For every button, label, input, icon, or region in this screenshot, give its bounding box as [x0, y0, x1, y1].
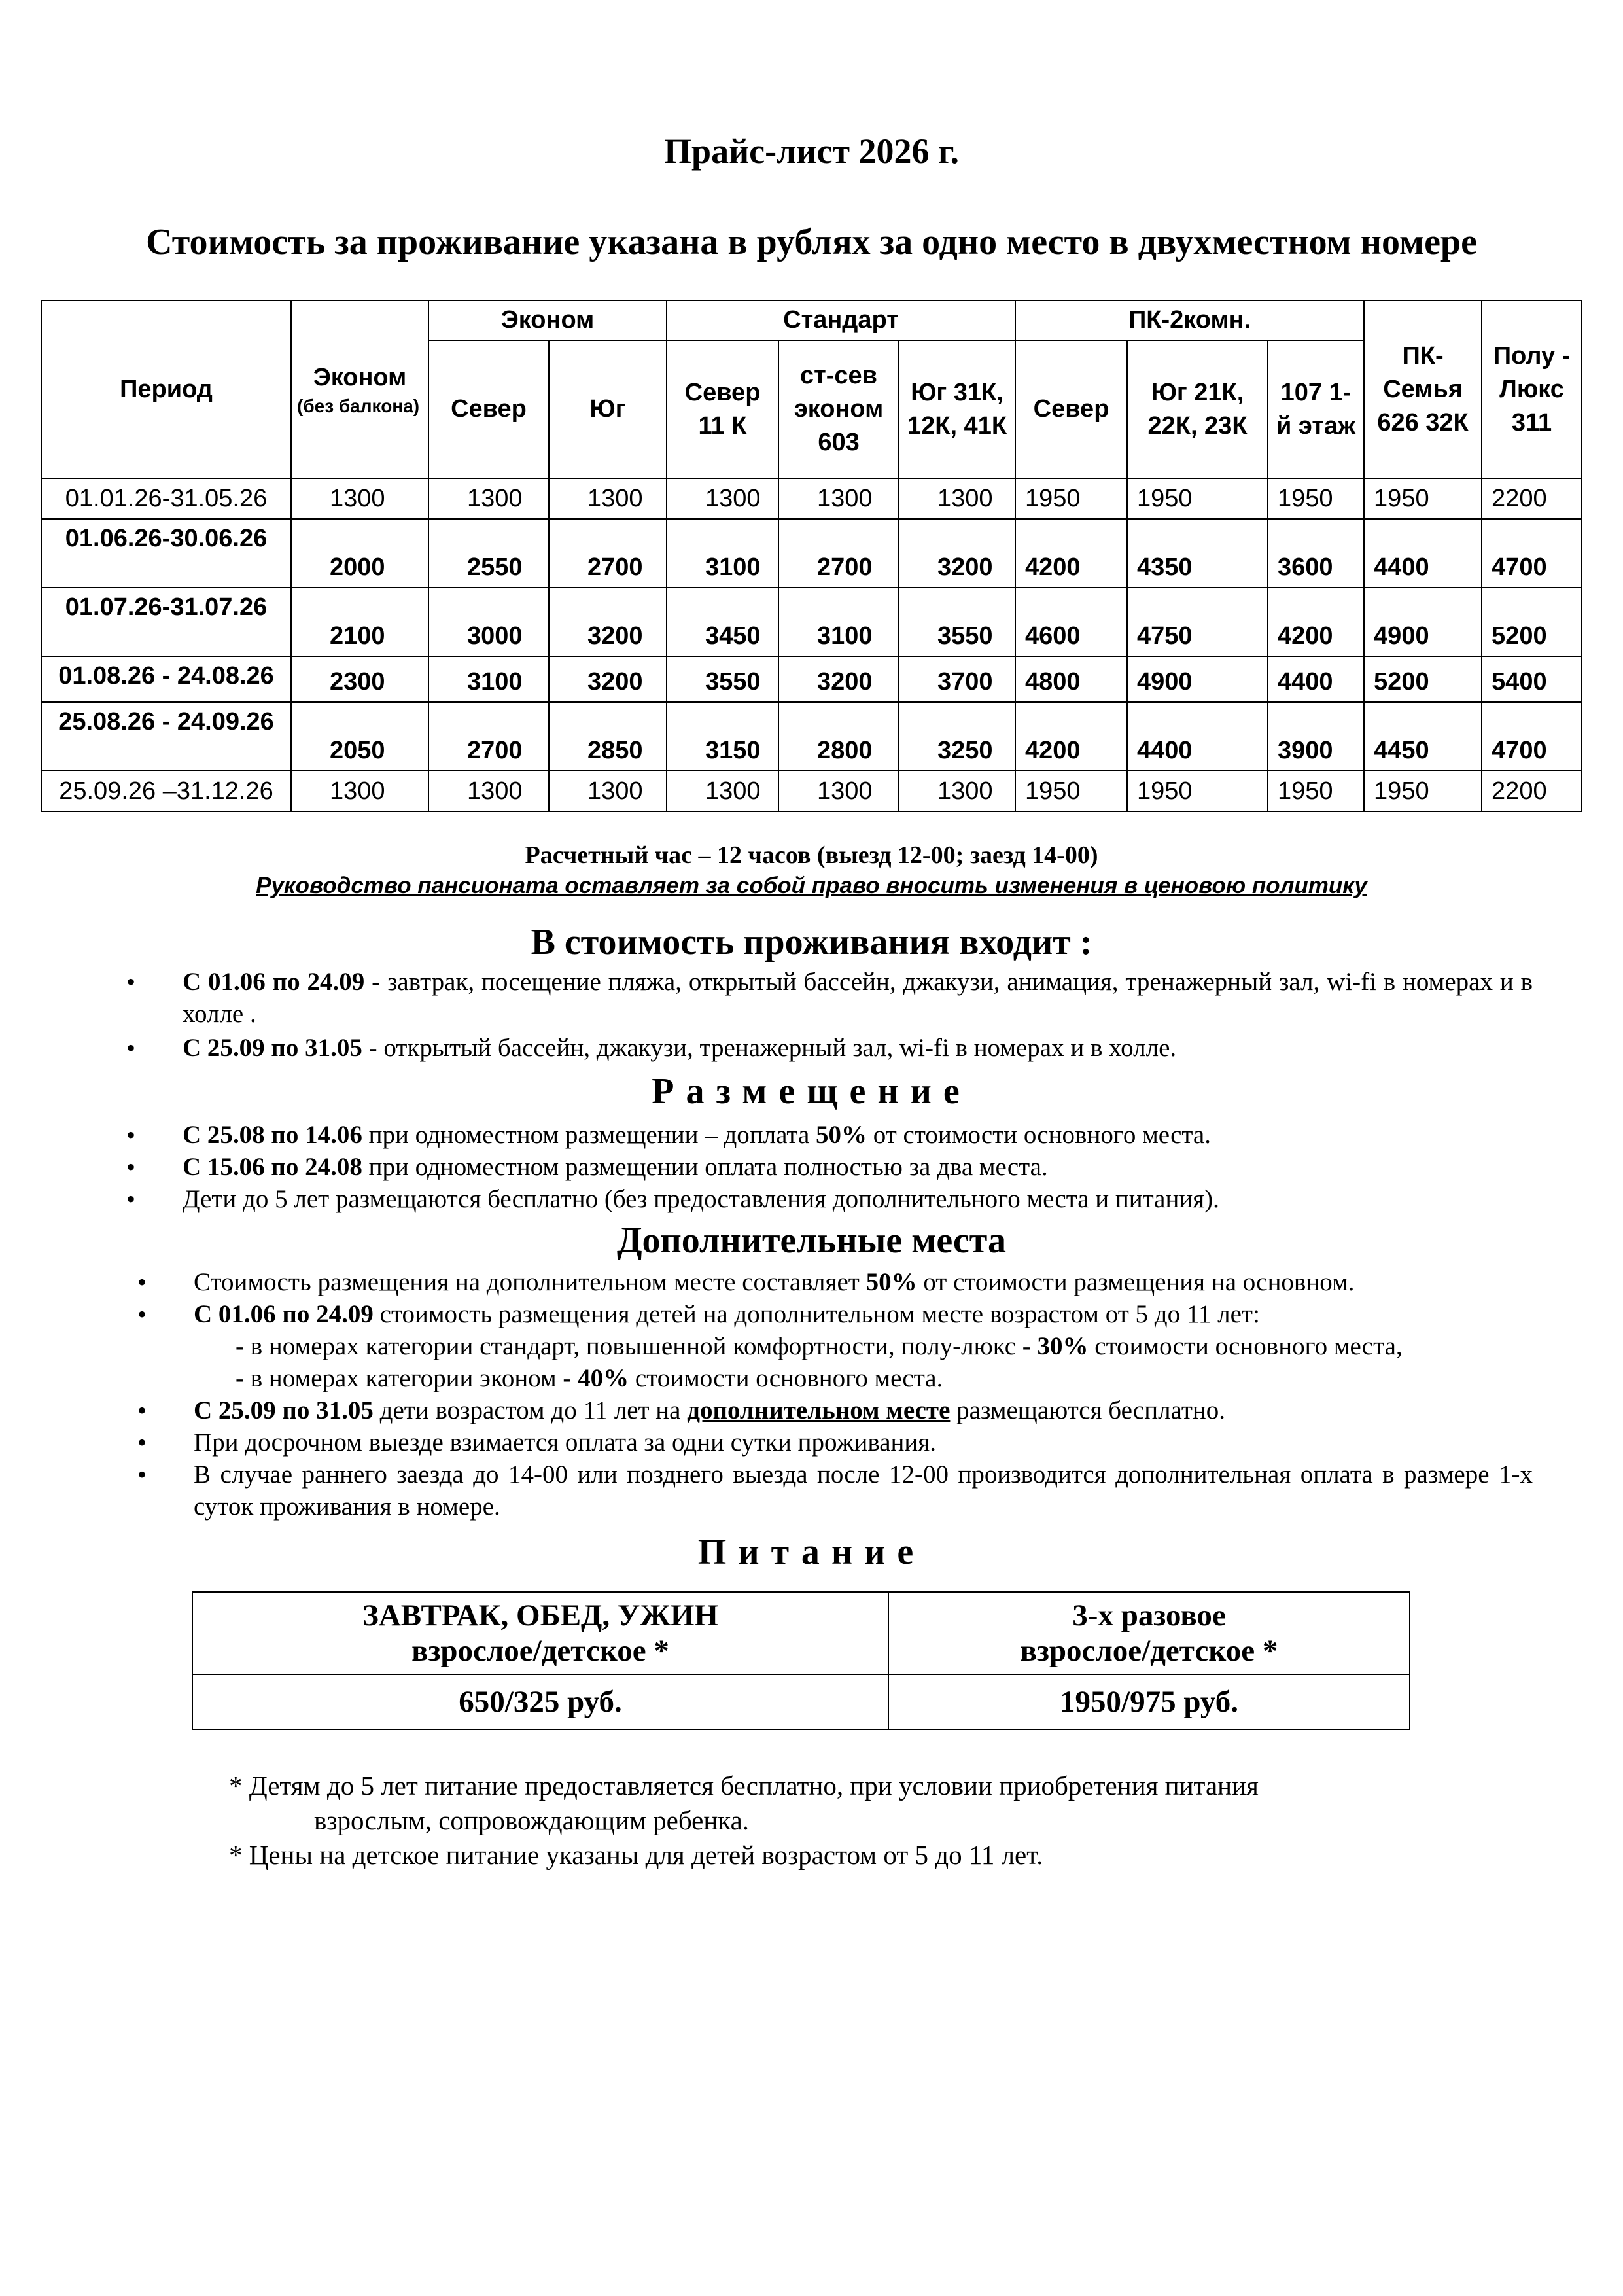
footnote-children-under-5: * Детям до 5 лет питание предоставляется бесплатно, при условии приобретения питания [229, 1771, 1259, 1801]
header-econom-nobalcony-label: Эконом [313, 363, 407, 391]
price-cell: 1300 [428, 478, 549, 519]
price-cell: 3250 [899, 702, 1015, 771]
header-econom-nobalcony [291, 300, 428, 478]
price-cell: 2550 [428, 519, 549, 588]
price-cell: 1300 [667, 478, 778, 519]
period-cell: 01.07.26-31.07.26 [41, 588, 291, 656]
header-group-econom: Эконом [428, 300, 667, 340]
table-row [41, 702, 1582, 771]
list-item: • С 01.06 по 24.09 - завтрак, посещение пляжа, открытый бассейн, джакузи, анимация, тренажерный зал, wi-fi в номерах и в холле . [126, 966, 1533, 1030]
list-item: • Дети до 5 лет размещаются бесплатно (без предоставления дополнительного места и питания). [126, 1183, 1533, 1215]
price-cell: 4200 [1268, 588, 1364, 656]
table-row [41, 656, 1582, 702]
extra-heading: Дополнительные места [617, 1220, 1006, 1261]
price-cell: 3600 [1268, 519, 1364, 588]
list-item: • С 01.06 по 24.09 стоимость размещения детей на дополнительном месте возрастом от 5 до 11 лет: [137, 1298, 1533, 1330]
meals-col2-value: 1950/975 руб. [888, 1674, 1410, 1729]
price-cell: 1950 [1127, 478, 1268, 519]
header-pk2-north: Север [1015, 340, 1127, 478]
list-subitem: - в номерах категории стандарт, повышенной комфортности, полу-люкс - 30% стоимости основного места, [236, 1332, 1403, 1360]
price-cell: 4450 [1364, 702, 1482, 771]
header-group-standard: Стандарт [667, 300, 1015, 340]
period-cell: 25.08.26 - 24.09.26 [41, 702, 291, 771]
price-cell: 3450 [667, 588, 778, 656]
price-cell: 1300 [667, 771, 778, 811]
list-item: • В случае раннего заезда до 14-00 или позднего выезда после 12-00 производится дополнительная оплата в размере 1-х суток проживания в номере. [137, 1458, 1533, 1523]
table-row [41, 771, 1582, 811]
price-cell: 2100 [291, 588, 428, 656]
price-cell: 2800 [778, 702, 899, 771]
price-cell: 3550 [667, 656, 778, 702]
price-cell: 4200 [1015, 519, 1127, 588]
price-cell: 3100 [428, 656, 549, 702]
list-subitem: - в номерах категории эконом - 40% стоимости основного места. [236, 1364, 943, 1392]
price-cell: 1950 [1015, 478, 1127, 519]
period-cell: 25.09.26 –31.12.26 [41, 771, 291, 811]
placement-heading: Размещение [652, 1071, 971, 1112]
price-cell: 2000 [291, 519, 428, 588]
price-cell: 4800 [1015, 656, 1127, 702]
footnote-child-meal-prices: * Цены на детское питание указаны для детей возрастом от 5 до 11 лет. [229, 1840, 1043, 1870]
price-cell: 1950 [1364, 771, 1482, 811]
price-cell: 1950 [1268, 771, 1364, 811]
price-cell: 2700 [778, 519, 899, 588]
price-cell: 1300 [549, 771, 667, 811]
price-cell: 3700 [899, 656, 1015, 702]
page-subtitle: Стоимость за проживание указана в рублях за одно место в двухместном номере [146, 222, 1477, 262]
price-cell: 5200 [1482, 588, 1582, 656]
header-pk2-107: 107 1-й этаж [1268, 340, 1364, 478]
header-pk-family: ПК-Семья 626 32К [1364, 300, 1482, 478]
list-item: • При досрочном выезде взимается оплата за одни сутки проживания. [137, 1426, 1533, 1458]
list-item: • Стоимость размещения на дополнительном месте составляет 50% от стоимости размещения на основном. [137, 1266, 1533, 1298]
table-row [41, 588, 1582, 656]
page-title: Прайс-лист 2026 г. [664, 132, 959, 171]
price-cell: 2300 [291, 656, 428, 702]
price-cell: 1950 [1364, 478, 1482, 519]
price-cell: 1950 [1015, 771, 1127, 811]
header-std-north: Север 11 К [667, 340, 778, 478]
header-period: Период [41, 300, 291, 478]
meals-col1-header: ЗАВТРАК, ОБЕД, УЖИН взрослое/детское * [192, 1592, 888, 1674]
price-cell: 1300 [778, 771, 899, 811]
price-cell: 2850 [549, 702, 667, 771]
price-cell: 5200 [1364, 656, 1482, 702]
table-row [41, 519, 1582, 588]
included-list [126, 966, 1533, 1064]
price-cell: 3200 [899, 519, 1015, 588]
price-cell: 4350 [1127, 519, 1268, 588]
price-cell: 2200 [1482, 771, 1582, 811]
price-cell: 4700 [1482, 702, 1582, 771]
price-cell: 2700 [549, 519, 667, 588]
price-cell: 3100 [667, 519, 778, 588]
price-cell: 5400 [1482, 656, 1582, 702]
meals-heading: Питание [697, 1532, 926, 1572]
placement-list [126, 1119, 1533, 1215]
price-cell: 3200 [549, 588, 667, 656]
price-cell: 1300 [291, 478, 428, 519]
header-std-south: Юг 31К, 12К, 41К [899, 340, 1015, 478]
price-cell: 2050 [291, 702, 428, 771]
price-cell: 1950 [1268, 478, 1364, 519]
price-cell: 3550 [899, 588, 1015, 656]
extra-list [137, 1266, 1533, 1523]
price-cell: 4900 [1364, 588, 1482, 656]
list-item: • С 25.09 по 31.05 - открытый бассейн, джакузи, тренажерный зал, wi-fi в номерах и в холле. [126, 1032, 1533, 1064]
price-cell: 1300 [428, 771, 549, 811]
header-std-st-sev: ст-сев эконом 603 [778, 340, 899, 478]
price-cell: 4400 [1364, 519, 1482, 588]
list-item: • С 15.06 по 24.08 при одноместном размещении оплата полностью за два места. [126, 1151, 1533, 1183]
footnote-children-under-5-cont: взрослым, сопровождающим ребенка. [314, 1805, 750, 1835]
period-cell: 01.01.26-31.05.26 [41, 478, 291, 519]
price-cell: 2200 [1482, 478, 1582, 519]
included-heading: В стоимость проживания входит : [531, 922, 1092, 963]
price-cell: 3900 [1268, 702, 1364, 771]
price-cell: 4700 [1482, 519, 1582, 588]
price-cell: 1300 [549, 478, 667, 519]
header-pk2-south: Юг 21К, 22К, 23К [1127, 340, 1268, 478]
header-econom-nobalcony-note: (без балкона) [297, 395, 420, 416]
price-cell: 3200 [549, 656, 667, 702]
header-semi-lux: Полу - Люкс 311 [1482, 300, 1582, 478]
price-cell: 4900 [1127, 656, 1268, 702]
price-cell: 3100 [778, 588, 899, 656]
price-cell: 1950 [1127, 771, 1268, 811]
meals-col2-header: 3-х разовое взрослое/детское * [888, 1592, 1410, 1674]
price-cell: 1300 [291, 771, 428, 811]
price-cell: 3150 [667, 702, 778, 771]
list-item: • С 25.08 по 14.06 при одноместном размещении – доплата 50% от стоимости основного места. [126, 1119, 1533, 1151]
header-group-pk2: ПК-2комн. [1015, 300, 1364, 340]
price-cell: 4400 [1268, 656, 1364, 702]
price-cell: 1300 [899, 771, 1015, 811]
period-cell: 01.08.26 - 24.08.26 [41, 656, 291, 702]
price-cell: 2700 [428, 702, 549, 771]
period-cell: 01.06.26-30.06.26 [41, 519, 291, 588]
price-cell: 4200 [1015, 702, 1127, 771]
price-cell: 1300 [899, 478, 1015, 519]
price-cell: 1300 [778, 478, 899, 519]
table-row [41, 478, 1582, 519]
header-econom-north: Север [428, 340, 549, 478]
price-cell: 3000 [428, 588, 549, 656]
price-cell: 4600 [1015, 588, 1127, 656]
management-note: Руководство пансионата оставляет за собой право вносить изменения в ценовою политику [256, 873, 1367, 898]
list-item: • С 25.09 по 31.05 дети возрастом до 11 лет на дополнительном месте размещаются бесплатно. [137, 1394, 1533, 1426]
price-cell: 3200 [778, 656, 899, 702]
header-econom-south: Юг [549, 340, 667, 478]
checkout-time: Расчетный час – 12 часов (выезд 12-00; заезд 14-00) [525, 841, 1098, 869]
meals-col1-value: 650/325 руб. [192, 1674, 888, 1729]
price-cell: 4400 [1127, 702, 1268, 771]
meals-table [192, 1591, 1409, 1730]
price-cell: 4750 [1127, 588, 1268, 656]
